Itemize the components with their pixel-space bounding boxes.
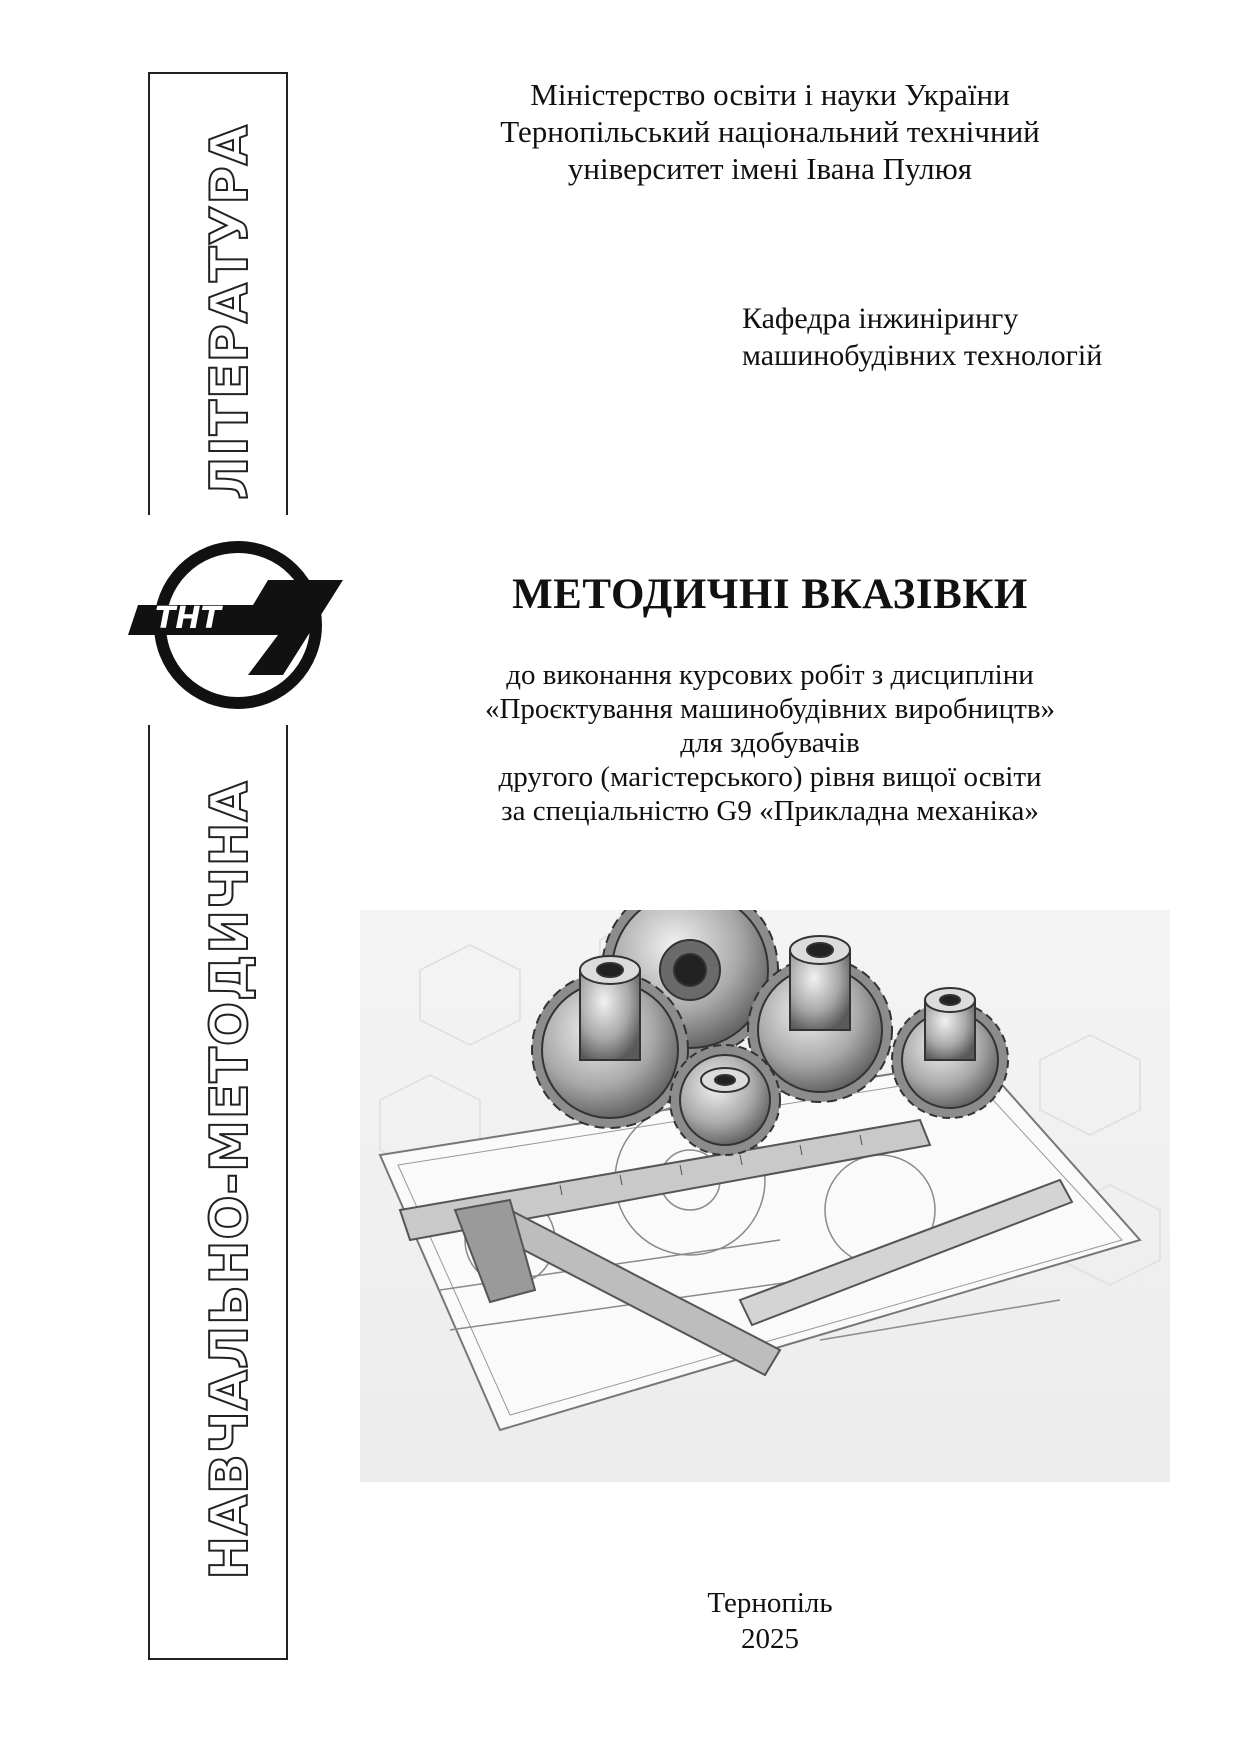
footer-city: Тернопіль xyxy=(707,1587,833,1619)
gears-blueprint-illustration xyxy=(360,910,1170,1482)
department-line: машинобудівних технологій xyxy=(742,339,1103,372)
header-line: Тернопільський національний технічний xyxy=(500,114,1040,149)
ministry-header xyxy=(420,76,1120,187)
subtitle-line: «Проєктування машинобудівних виробництв» xyxy=(484,693,1056,725)
header-line: Міністерство освіти і науки України xyxy=(530,77,1010,112)
header-line: університет імені Івана Пулюя xyxy=(567,151,973,186)
footer-year: 2025 xyxy=(741,1623,799,1655)
subtitle-line: для здобувачів xyxy=(680,727,860,759)
department-block xyxy=(742,300,1102,374)
department-line: Кафедра інжинірингу xyxy=(742,302,1019,335)
side-band-top-word: ЛІТЕРАТУРА xyxy=(200,124,260,500)
imprint-footer xyxy=(420,1585,1120,1657)
subtitle-line: за спеціальністю G9 «Прикладна механіка» xyxy=(501,795,1039,827)
svg-text:ТНТ: ТНТ xyxy=(154,601,222,636)
subtitle-line: другого (магістерського) рівня вищої освіти xyxy=(498,761,1042,793)
subtitle-line: до виконання курсових робіт з дисципліни xyxy=(506,659,1034,691)
document-subtitle xyxy=(420,658,1120,828)
university-logo xyxy=(118,535,348,715)
document-title: МЕТОДИЧНІ ВКАЗІВКИ xyxy=(512,571,1028,618)
side-band-bottom-word: НАВЧАЛЬНО-МЕТОДИЧНА xyxy=(200,780,260,1580)
